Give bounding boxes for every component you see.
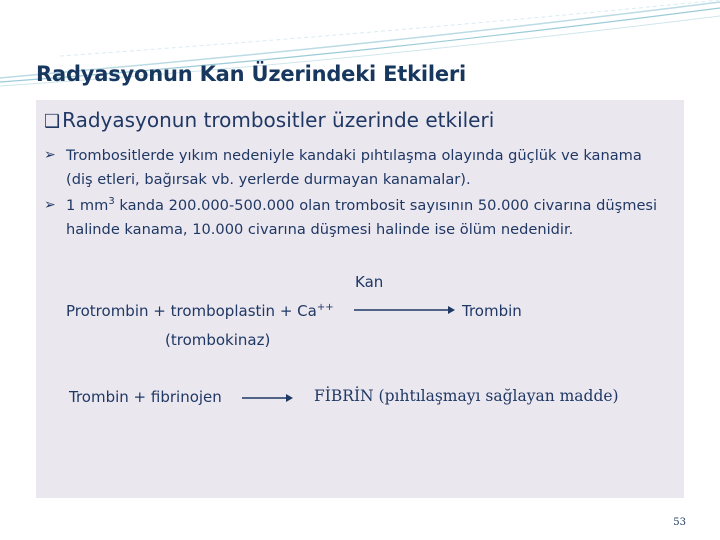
reaction-product: Trombin [462,302,522,320]
reaction-catalyst-label: Kan [355,273,384,291]
bullet-item [44,194,664,241]
superscript: 3 [108,196,115,208]
reaction-note: (trombokinaz) [165,331,271,349]
reaction-arrow [352,303,456,317]
reaction-reactants: Protrombin + tromboplastin + Ca++ [66,302,334,320]
page-number: 53 [673,517,686,528]
subheading [44,108,494,132]
reaction-arrow [240,391,294,405]
reaction-reactants: Trombin + fibrinojen [69,388,222,406]
bullet-text: 1 $mm^3$ kanda 200.000-500.000 olan trombosit sayısının 50.000 civarına düşmesi halinde kanama, 10.000 civarına düşmesi halinde ise ölüm nedenidir. [66,196,658,238]
bullet-text: Trombositlerde yıkım nedeniyle kandaki pıhtılaşma olayında güçlük ve kanama (diş etleri, bağırsak vb. yerlerde durmayan kanamalar). [66,147,642,188]
superscript: ++ [316,302,334,313]
reaction-product: FİBRİN (pıhtılaşmayı sağlayan madde) [314,387,619,405]
bullet-item [44,144,664,191]
arrow-bullet-icon: ➢ [44,197,56,213]
slide-title: Radyasyonun Kan Üzerindeki Etkileri [36,62,467,86]
subheading-text: Radyasyonun trombositler üzerinde etkileri [62,108,495,132]
checkbox-bullet-icon: ❑ [44,111,61,132]
arrow-bullet-icon: ➢ [44,147,56,163]
